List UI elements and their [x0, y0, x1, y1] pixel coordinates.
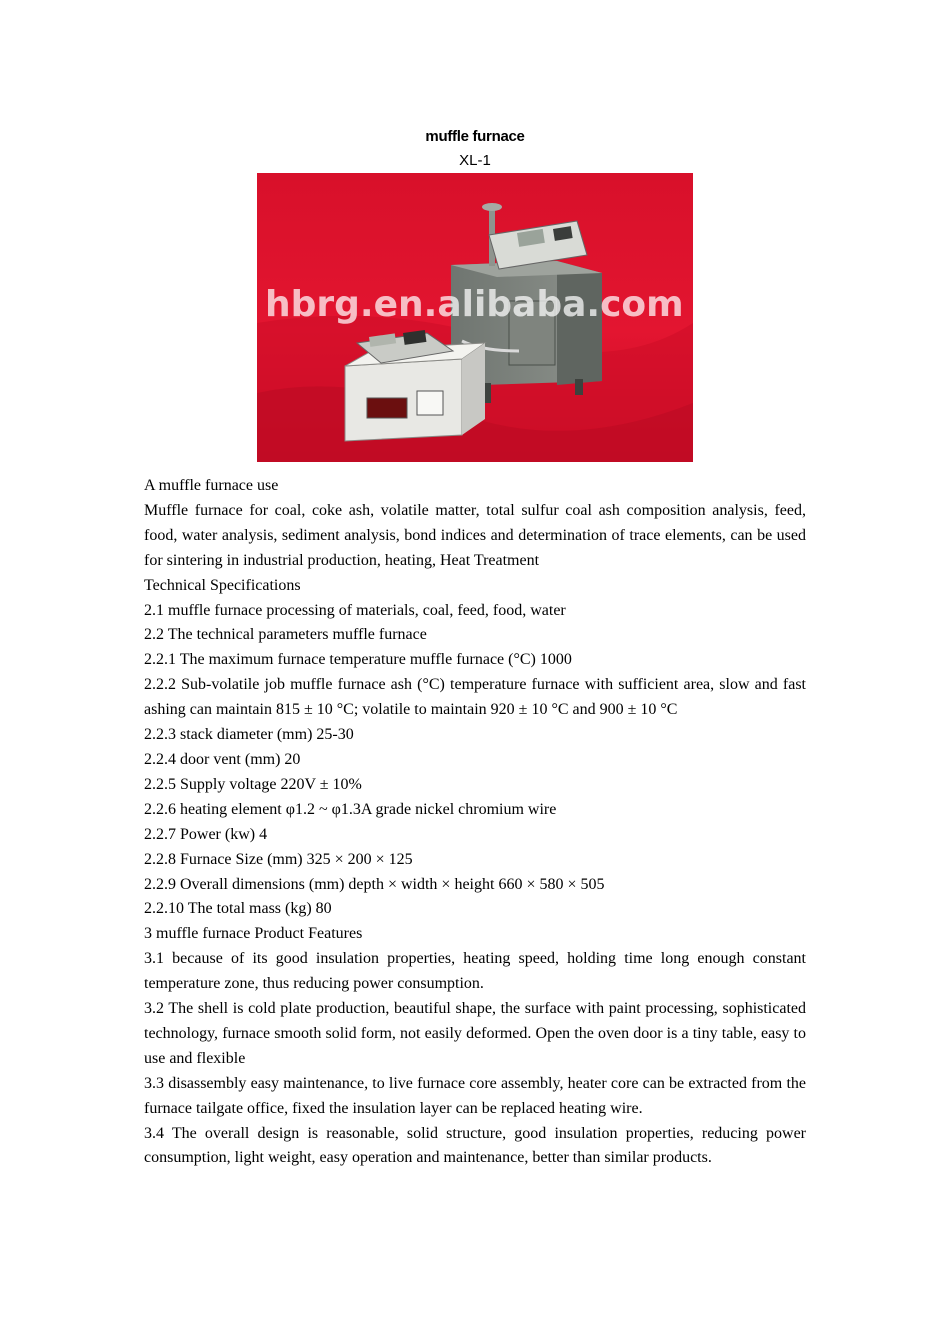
feature-item: 3.3 disassembly easy maintenance, to live furnace core assembly, heater core can be extracted from the furnace tailgate office, fixed the insulation layer can be replaced heating wire.	[144, 1074, 806, 1117]
spec-item: 2.2.1 The maximum furnace temperature muffle furnace (°C) 1000	[144, 651, 572, 669]
spec-item: 2.2.6 heating element φ1.2 ~ φ1.3A grade nickel chromium wire	[144, 800, 557, 818]
model-number: XL-1	[459, 152, 491, 169]
section-heading-specs: Technical Specifications	[144, 576, 301, 594]
watermark-text: hbrg.en.alibaba.com	[265, 284, 684, 325]
spec-item: 2.2.2 Sub-volatile job muffle furnace ash (°C) temperature furnace with sufficient area, slow and fast ashing can maintain 815 ± 10 °C; volatile to maintain 920 ± 10 °C and 900 ± 10 °C	[144, 676, 806, 719]
spec-item: 2.2 The technical parameters muffle furnace	[144, 626, 427, 644]
feature-item: 3.4 The overall design is reasonable, solid structure, good insulation properties, reducing power consumption, light weight, easy operation and maintenance, better than similar products.	[144, 1124, 806, 1167]
spec-item: 2.2.7 Power (kw) 4	[144, 825, 268, 843]
section-heading-use: A muffle furnace use	[144, 477, 279, 494]
spec-item: 2.2.10 The total mass (kg) 80	[144, 900, 332, 918]
document-body	[144, 474, 806, 1171]
spec-item: 2.2.5 Supply voltage 220V ± 10%	[144, 775, 362, 793]
feature-item: 3.2 The shell is cold plate production, beautiful shape, the surface with paint processing, sophisticated technology, furnace smooth solid form, not easily deformed. Open the oven door is a tiny table, easy to use and flexible	[144, 1000, 806, 1067]
paragraph-use-description: Muffle furnace for coal, coke ash, volatile matter, total sulfur coal ash composition analysis, feed, food, water analysis, sediment analysis, bond indices and determination of trace elements, can be used for sintering in industrial production, heating, Heat Treatment	[144, 501, 806, 569]
product-photo	[257, 173, 693, 462]
spec-item: 2.2.3 stack diameter (mm) 25-30	[144, 726, 354, 744]
document-title: muffle furnace	[425, 128, 525, 145]
spec-item: 2.2.8 Furnace Size (mm) 325 × 200 × 125	[144, 850, 413, 868]
spec-item: 2.1 muffle furnace processing of materials, coal, feed, food, water	[144, 601, 566, 619]
spec-item: 2.2.4 door vent (mm) 20	[144, 750, 301, 768]
feature-item: 3.1 because of its good insulation properties, heating speed, holding time long enough constant temperature zone, thus reducing power consumption.	[144, 950, 806, 993]
section-heading-features: 3 muffle furnace Product Features	[144, 925, 363, 943]
controller-illustration	[345, 330, 485, 441]
spec-item: 2.2.9 Overall dimensions (mm) depth × width × height 660 × 580 × 505	[144, 875, 605, 893]
